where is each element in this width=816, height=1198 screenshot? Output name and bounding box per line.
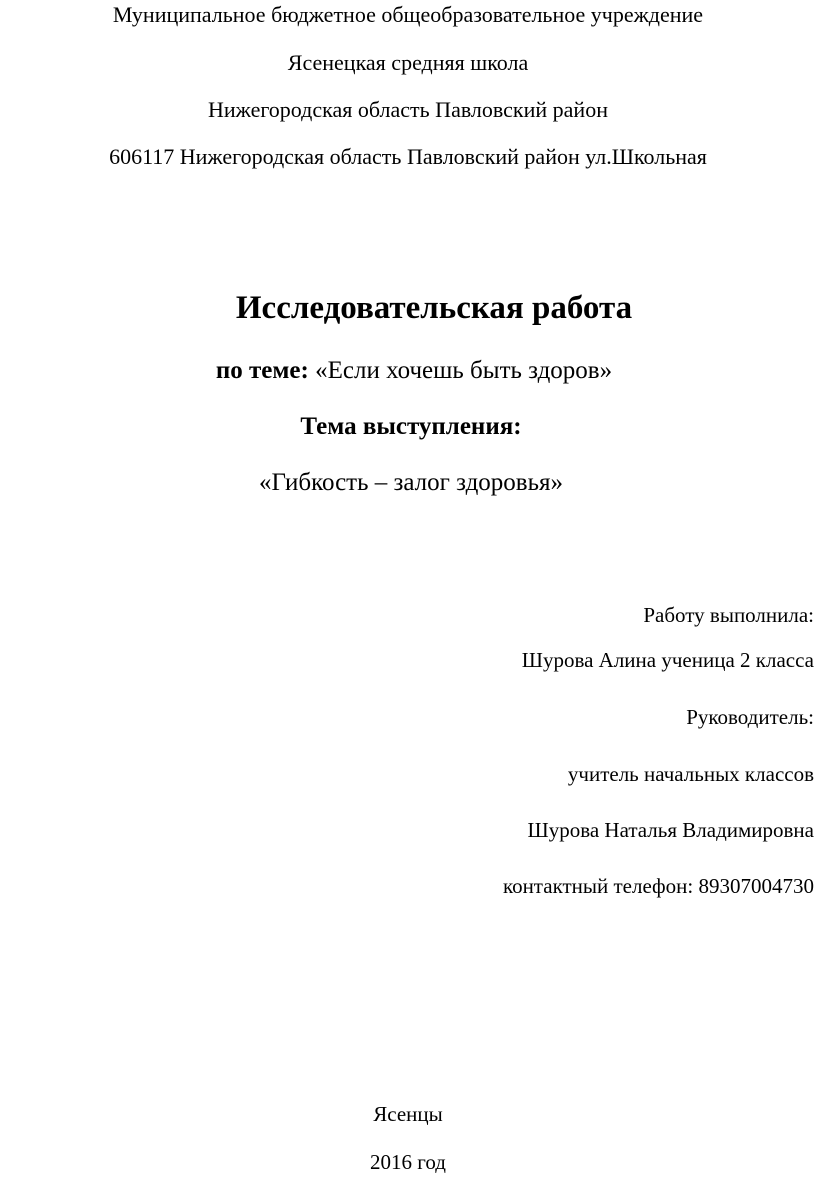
supervisor-label: Руководитель:	[686, 705, 814, 729]
topic-line	[0, 358, 816, 383]
institution-name: Муниципальное бюджетное общеобразовательное учреждение	[112, 2, 704, 27]
speech-topic-value: «Гибкость – залог здоровья»	[258, 469, 564, 496]
author-name: Шурова Алина ученица 2 класса	[521, 648, 814, 672]
year: 2016 год	[370, 1150, 446, 1174]
school-address: 606117 Нижегородская область Павловский район ул.Школьная	[109, 144, 707, 169]
topic-value: «Если хочешь быть здоров»	[315, 357, 613, 384]
supervisor-name: Шурова Наталья Владимировна	[527, 818, 814, 842]
contact-phone: контактный телефон: 89307004730	[502, 874, 814, 898]
supervisor-position: учитель начальных классов	[567, 762, 814, 786]
speech-topic-label: Тема выступления:	[300, 413, 522, 440]
topic-label: по теме:	[215, 357, 309, 384]
region-name: Нижегородская область Павловский район	[208, 97, 608, 122]
document-title: Исследовательская работа	[235, 290, 633, 326]
author-label: Работу выполнила:	[643, 603, 814, 627]
school-name: Ясенецкая средняя школа	[287, 50, 529, 75]
city: Ясенцы	[373, 1102, 443, 1126]
